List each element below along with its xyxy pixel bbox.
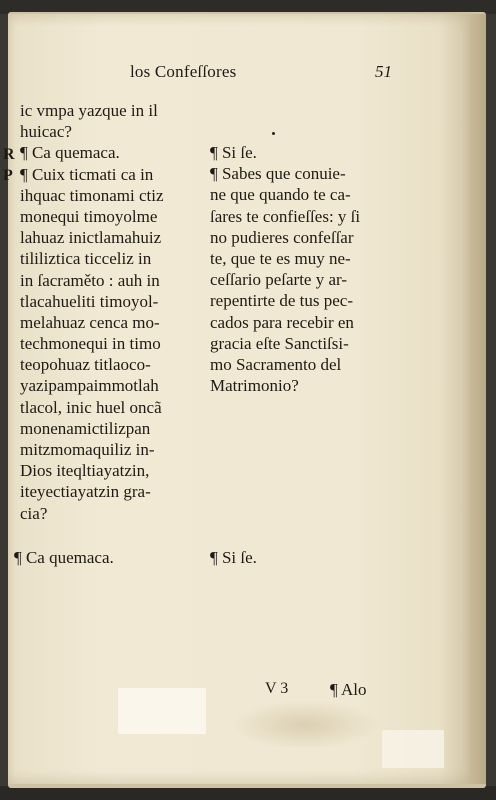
text-line: ¶ Si ſe. (210, 143, 257, 162)
text-line: ic vmpa yazque in il (20, 101, 158, 120)
text-line: cia? (20, 503, 48, 523)
paper-stain (230, 700, 380, 750)
running-head: los Confeſſores (130, 62, 237, 81)
text-line: Matrimonio? (210, 376, 299, 396)
backdrop-bottom (0, 786, 496, 800)
text-line: repentirte de tus pec- (210, 291, 354, 311)
text-line: in ſacraměto : auh in (20, 270, 160, 290)
margin-mark-p: P (3, 167, 13, 184)
text-line: yazipampaimmotlah (20, 376, 159, 396)
ink-dot (272, 132, 275, 135)
text-line: iteyectiayatzin gra- (20, 482, 151, 502)
text-line: cados para recebir en (210, 312, 354, 332)
catchword: ¶ Alo (330, 680, 367, 699)
text-line: mitzmomaquiliz in- (20, 440, 155, 459)
signature-mark: V 3 (265, 680, 289, 697)
text-line: tlacol, inic huel oncã (20, 397, 162, 417)
text-line: huicac? (20, 122, 72, 142)
right-answer: ¶ Si ſe. (210, 548, 257, 567)
paper-repair-patch (382, 730, 444, 768)
text-line: gracia eſte Sanctiſsi- (210, 333, 349, 353)
text-line: no pudieres confeſſar (210, 227, 354, 247)
text-line: ¶ Sabes que conuie- (210, 164, 346, 184)
text-line: ¶ Ca quemaca. (20, 143, 120, 163)
text-line: teopohuaz titlaoco- (20, 355, 151, 375)
text-line: ceſſario peſarte y ar- (210, 270, 347, 290)
text-line: monenamictilizpan (20, 418, 151, 438)
text-line: ne que quando te ca- (210, 185, 351, 205)
text-line: ¶ Cuix ticmati ca in (20, 164, 154, 184)
text-line: ihquac timonami ctiz (20, 185, 164, 205)
text-line: techmonequi in timo (20, 334, 161, 354)
text-line: lahuaz inictlamahuiz (20, 228, 162, 248)
text-line: Dios iteqltiayatzin, (20, 461, 150, 481)
text-line: tlacahueliti timoyol- (20, 291, 159, 311)
page-number: 51 (375, 62, 392, 81)
text-line: melahuaz cenca mo- (20, 312, 160, 332)
text-line: mo Sacramento del (210, 354, 342, 374)
text-line: tililiztica ticceliz in (20, 249, 152, 269)
gutter-shade (440, 14, 486, 784)
left-column-nahuatl (20, 100, 164, 524)
paper-repair-patch (118, 688, 206, 734)
text-line: monequi timoyolme (20, 206, 158, 226)
right-column-spanish (210, 142, 360, 396)
text-line: ſares te confieſſes: y ſi (210, 206, 361, 226)
left-answer: ¶ Ca quemaca. (14, 548, 114, 567)
text-line: te, que te es muy ne- (210, 248, 351, 268)
margin-mark-r: R (3, 146, 15, 163)
